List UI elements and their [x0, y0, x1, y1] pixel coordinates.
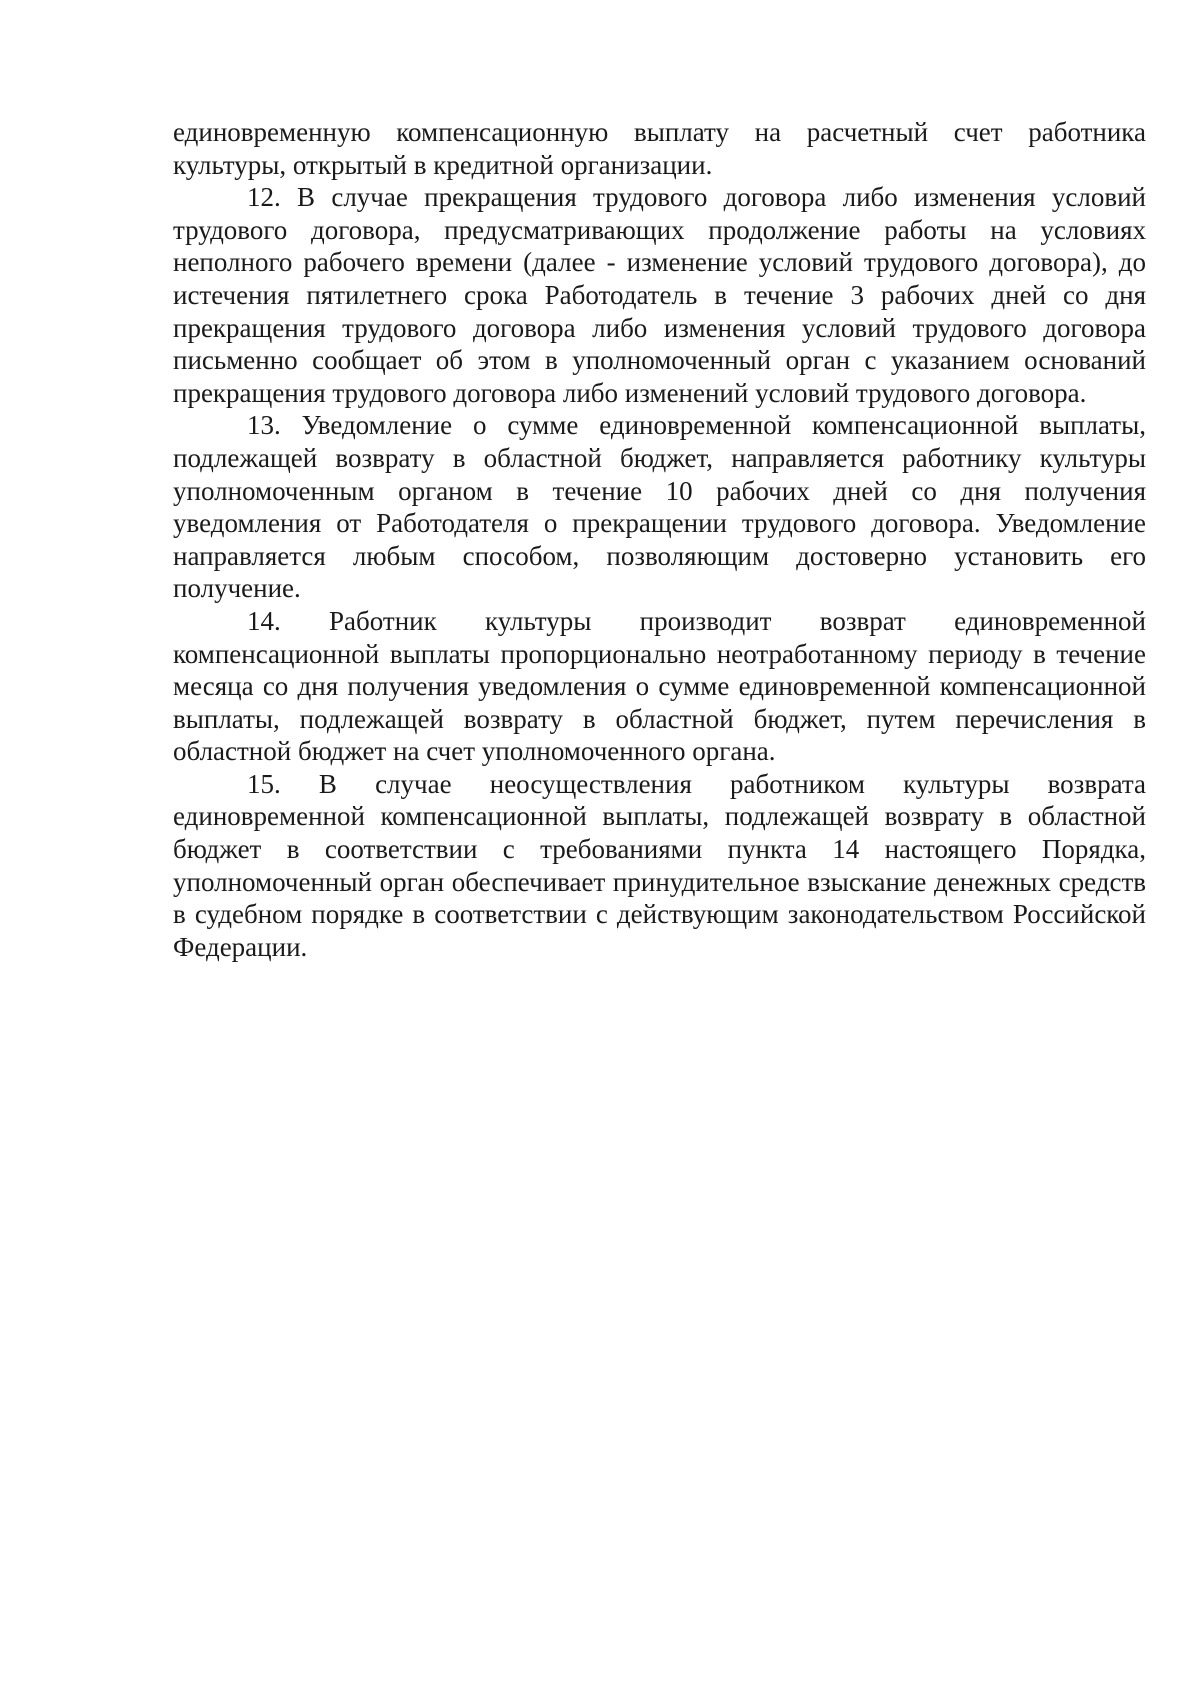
paragraph-13: 13. Уведомление о сумме единовременной компенсационной выплаты, подлежащей возврату в областной бюджет, направляется работнику культуры уполномоченным органом в течение 10 рабочих дней со дня получения уведомления от Работодателя о прекращении трудового договора. Уведомление направляется любым способом, позволяющим достоверно установить его получение.	[173, 410, 1146, 604]
paragraph-15: 15. В случае неосуществления работником культуры возврата единовременной компенсационной выплаты, подлежащей возврату в областной бюджет в соответствии с требованиями пункта 14 настоящего Порядка, уполномоченный орган обеспечивает принудительное взыскание денежных средств в судебном порядке в соответствии с действующим законодательством Российской Федерации.	[173, 768, 1146, 962]
paragraph-12: 12. В случае прекращения трудового договора либо изменения условий трудового договора, предусматривающих продолжение работы на условиях неполного рабочего времени (далее - изменение условий трудового договора), до истечения пятилетнего срока Работодатель в течение 3 рабочих дней со дня прекращения трудового договора либо изменения условий трудового договора письменно сообщает об этом в уполномоченный орган с указанием оснований прекращения трудового договора либо изменений условий трудового договора.	[173, 182, 1146, 408]
document-body	[173, 116, 1146, 963]
paragraph-14: 14. Работник культуры производит возврат единовременной компенсационной выплаты пропорционально неотработанному периоду в течение месяца со дня получения уведомления о сумме единовременной компенсационной выплаты, подлежащей возврату в областной бюджет, путем перечисления в областной бюджет на счет уполномоченного органа.	[173, 605, 1146, 767]
paragraph-continuation: единовременную компенсационную выплату на расчетный счет работника культуры, открытый в кредитной организации.	[173, 117, 1146, 180]
